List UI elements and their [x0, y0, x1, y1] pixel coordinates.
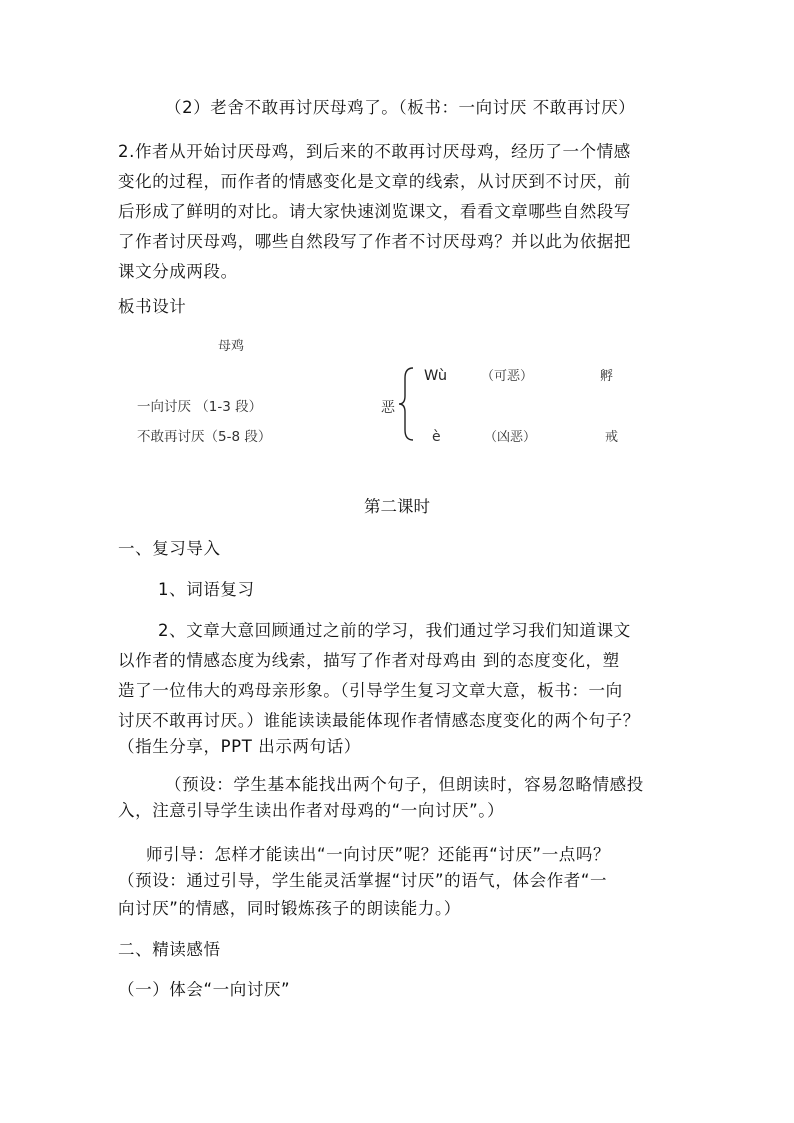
- board-bottom-meaning: （凶恶）: [484, 430, 537, 445]
- board-top-meaning: （可恶）: [481, 369, 534, 384]
- paragraph-line: 变化的过程，而作者的情感变化是文章的线索，从讨厌到不讨厌，前: [118, 172, 631, 191]
- paragraph-line: 师引导：怎样才能读出“一向讨厌”呢？还能再“讨厌”一点吗？: [146, 845, 611, 864]
- paragraph-line: 了作者讨厌母鸡，哪些自然段写了作者不讨厌母鸡？并以此为依据把: [118, 232, 631, 251]
- paragraph-line: 以作者的情感态度为线索，描写了作者对母鸡由 到的态度变化，塑: [118, 651, 620, 670]
- board-left-2: 不敢再讨厌（5-8 段）: [137, 429, 272, 445]
- paragraph-line: （预设：学生基本能找出两个句子，但朗读时，容易忽略情感投: [165, 775, 644, 794]
- paragraph-line: 造了一位伟大的鸡母亲形象。（引导学生复习文章大意，板书：一向: [118, 681, 623, 700]
- board-design-heading: 板书设计: [118, 297, 187, 316]
- board-top-right: 孵: [600, 369, 614, 384]
- lesson-title: 第二课时: [364, 497, 430, 516]
- paragraph-line: 入，注意引导学生读出作者对母鸡的“一向讨厌”。）: [118, 801, 505, 820]
- section-heading: 一、复习导入: [118, 539, 221, 558]
- paragraph-line: （预设：通过引导，学生能灵活掌握“讨厌”的语气，体会作者“一: [118, 871, 608, 890]
- board-mother-hen: 母鸡: [218, 339, 245, 354]
- paragraph-line: 2、文章大意回顾通过之前的学习，我们通过学习我们知道课文: [158, 621, 631, 640]
- paragraph-line: 讨厌不敢再讨厌。）谁能读读最能体现作者情感态度变化的两个句子？: [118, 711, 640, 730]
- board-top-pinyin: Wù: [424, 368, 448, 384]
- board-bottom-pinyin: è: [432, 429, 441, 445]
- paragraph-line: 2.作者从开始讨厌母鸡，到后来的不敢再讨厌母鸡，经历了一个情感: [118, 142, 631, 161]
- board-bottom-right: 戒: [605, 430, 619, 445]
- paragraph-line: 课文分成两段。: [118, 262, 238, 281]
- curly-brace-icon: [397, 366, 419, 442]
- subsection-heading: （一）体会“一向讨厌”: [118, 980, 291, 999]
- list-item: 1、词语复习: [158, 580, 255, 599]
- paragraph-line: 向讨厌”的情感，同时锻炼孩子的朗读能力。）: [118, 899, 461, 918]
- section-heading: 二、精读感悟: [118, 940, 221, 959]
- board-center-char: 恶: [381, 400, 395, 416]
- paragraph-line: （指生分享，PPT 出示两句话）: [118, 737, 361, 756]
- board-left-1: 一向讨厌 （1-3 段）: [137, 399, 263, 415]
- paragraph-line: （2）老舍不敢再讨厌母鸡了。（板书：一向讨厌 不敢再讨厌）: [165, 98, 636, 117]
- paragraph-line: 后形成了鲜明的对比。请大家快速浏览课文，看看文章哪些自然段写: [118, 202, 631, 221]
